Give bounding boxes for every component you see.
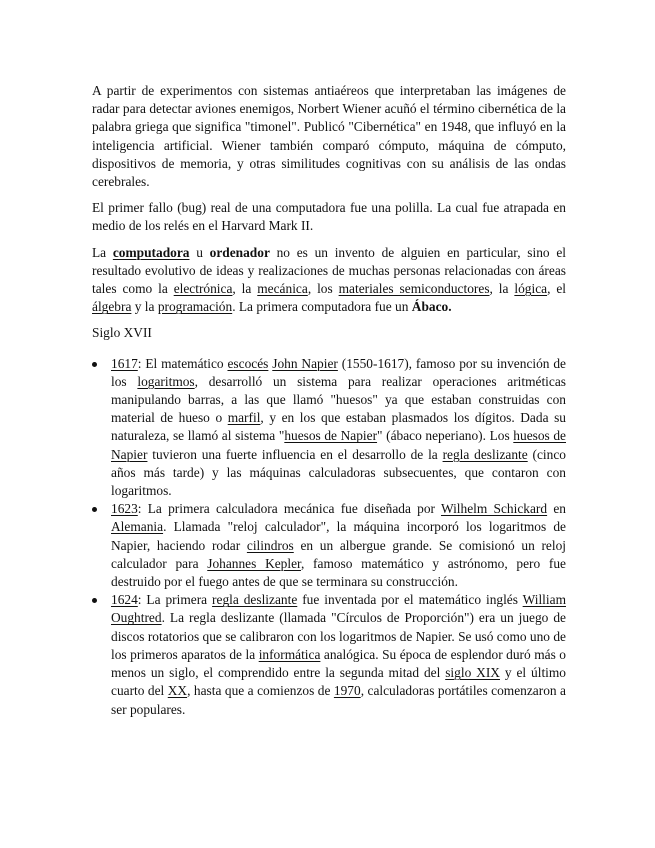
paragraph-wiener: A partir de experimentos con sistemas antiaéreos que interpretaban las imágenes de radar para detectar aviones enemigos, Norbert Wiener acuñó el término cibernética de la palabra griega que significa "timonel". Publicó "Cibernética" en 1948, que influyó en la inteligencia artificial. Wiener también comparó cómputo, máquina de cómputo, dispositivos de memoria, y otras similitudes cognitivas con su análisis de las ondas cerebrales. (92, 83, 566, 190)
text: , hasta que a comienzos de (187, 683, 334, 699)
list-item-1617 (92, 355, 566, 501)
bold-abaco: Ábaco. (411, 299, 452, 315)
link-john-napier[interactable]: John Napier (272, 355, 338, 371)
link-programacion[interactable]: programación (157, 299, 233, 315)
text: , y en los que estaban plasmados los dígitos. Dada su naturaleza, se llamó al sistema " (111, 410, 566, 444)
link-huesos-de-napier-2[interactable]: huesos de Napier (111, 428, 566, 462)
link-marfil[interactable]: marfil (227, 410, 261, 426)
text: en un albergue grande. Se comisionó un reloj calculador para (111, 537, 567, 571)
text: , la (232, 281, 258, 297)
text: tuvieron una fuerte influencia en el desarrollo de la (147, 446, 443, 462)
link-1617[interactable]: 1617 (111, 355, 138, 371)
timeline-list (92, 355, 566, 719)
link-william-oughtred[interactable]: William Oughtred (111, 592, 566, 626)
link-cilindros[interactable]: cilindros (246, 537, 294, 553)
link-xx[interactable]: XX (167, 683, 188, 699)
text: . Llamada "reloj calculador", la máquina incorporó los logaritmos de Napier, haciendo rodar (111, 519, 566, 553)
text: : La primera (137, 592, 213, 608)
text: , calculadoras portátiles comenzaron a ser populares. (111, 683, 566, 717)
text: , desarrolló un sistema para realizar operaciones aritméticas manipulando barras, a las que llamó "huesos" ya que estaban construidas con material de hueso o (111, 373, 566, 426)
link-logica[interactable]: lógica (514, 281, 548, 297)
text: fue inventada por el matemático inglés (297, 592, 523, 608)
link-1623[interactable]: 1623 (111, 501, 138, 517)
link-computadora[interactable]: computadora (112, 244, 190, 260)
link-huesos-de-napier[interactable]: huesos de Napier (284, 428, 378, 444)
text: no es un invento de alguien en particular, sino el resultado evolutivo de ideas y realizaciones de muchas personas relacionadas con áreas tales como la (92, 244, 566, 297)
text: , famoso matemático y astrónomo, pero fue destruido por el fuego antes de que se terminara su construcción. (111, 555, 566, 590)
text: La (92, 244, 113, 260)
text: y el último cuarto del (111, 665, 566, 699)
paragraph-bug: El primer fallo (bug) real de una computadora fue una polilla. La cual fue atrapada en medio de los relés en el Harvard Mark II. (92, 200, 566, 234)
text: : El matemático (137, 355, 228, 371)
text: analógica. Su época de esplendor duró más o menos un siglo, el comprendido entre la segunda mitad del (111, 646, 566, 681)
text: , el (547, 281, 566, 297)
link-regla-deslizante[interactable]: regla deslizante (442, 446, 528, 462)
link-johannes-kepler[interactable]: Johannes Kepler (207, 555, 301, 571)
link-alemania[interactable]: Alemania (111, 519, 164, 535)
list-item-1623 (92, 500, 566, 591)
paragraph-computadora (92, 244, 566, 317)
text: u (189, 244, 210, 260)
link-electronica[interactable]: electrónica (173, 281, 233, 297)
link-informatica[interactable]: informática (258, 646, 321, 662)
list-item-1624 (92, 591, 566, 718)
text: " (ábaco neperiano). Los (377, 428, 514, 444)
link-regla-deslizante-2[interactable]: regla deslizante (212, 592, 298, 608)
text: (cinco años más tarde) y las máquinas calculadoras subsecuentes, que contaron con logaritmos. (111, 446, 566, 499)
text: . La primera computadora fue un (232, 299, 412, 315)
link-escoces[interactable]: escocés (227, 355, 269, 371)
section-heading-siglo-xvii: Siglo XVII (92, 325, 152, 341)
text: , la (489, 281, 515, 297)
link-materiales-semiconductores[interactable]: materiales semiconductores (338, 281, 490, 297)
link-logaritmos[interactable]: logaritmos (137, 373, 195, 389)
text: : La primera calculadora mecánica fue diseñada por (137, 501, 441, 517)
text: , los (307, 281, 339, 297)
link-1624[interactable]: 1624 (111, 592, 138, 608)
link-algebra[interactable]: álgebra (92, 299, 132, 315)
link-mecanica[interactable]: mecánica (257, 281, 308, 297)
link-siglo-xix[interactable]: siglo XIX (445, 665, 500, 681)
text: . La regla deslizante (llamada "Círculos de Proporción") era un juego de discos rotatorios que se calibraron con los logaritmos de Napier. Se usó como uno de los primeros aparatos de la (111, 610, 566, 662)
text: y la (131, 299, 158, 315)
bold-ordenador: ordenador (209, 244, 270, 260)
text: (1550-1617), famoso por su invención de los (111, 355, 567, 389)
text: en (547, 501, 566, 517)
link-1970[interactable]: 1970 (333, 683, 361, 699)
link-wilhelm-schickard[interactable]: Wilhelm Schickard (440, 501, 548, 517)
